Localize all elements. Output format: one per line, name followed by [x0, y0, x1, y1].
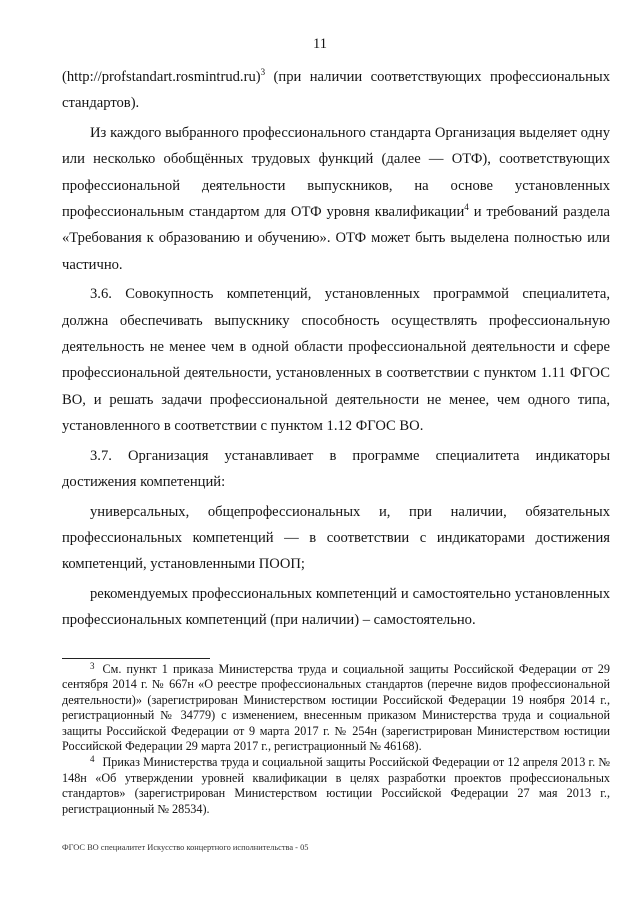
- footnote-ref-4[interactable]: 4: [464, 202, 469, 213]
- footnote-divider: [62, 658, 210, 659]
- document-footer: ФГОС ВО специалитет Искусство концертного исполнительства - 05: [62, 843, 309, 852]
- paragraph-otf-tail: и требований раздела «Требования к образованию и обучению». ОТФ может быть выделена полностью или частично.: [62, 204, 610, 273]
- paragraph-3-7: 3.7. Организация устанавливает в программе специалитета индикаторы достижения компетенций:: [62, 447, 610, 491]
- paragraph-recommended-competencies: рекомендуемых профессиональных компетенций и самостоятельно установленных профессиональных компетенций (при наличии) – самостоятельно.: [62, 585, 610, 629]
- paragraph-otf-text: Из каждого выбранного профессионального стандарта Организация выделяет одну или несколько обобщённых трудовых функций (далее — ОТФ), соответствующих профессиональной деятельности выпускников, на основе установленных профессиональным стандартом для ОТФ уровня квалификации: [62, 124, 610, 221]
- footnote-4-text: Приказ Министерства труда и социальной защиты Российской Федерации от 12 апреля 2013 г. № 148н «Об утверждении уровней квалификации в целях разработки проектов профессиональных стандартов» (зарегистрирован Министерством юстиции Российской Федерации 27 мая 2013 г., регистрационный № 28534).: [62, 755, 610, 816]
- footnote-4: [62, 755, 610, 817]
- paragraph-standards-link: [62, 64, 610, 117]
- paragraph-3-6: 3.6. Совокупность компетенций, установленных программой специалитета, должна обеспечивать выпускнику способность осуществлять профессиональную деятельность не менее чем в одной области профессиональной деятельности и сфере профессиональной деятельности, установленных в соответствии с пунктом 1.11 ФГОС ВО, и решать задачи профессиональной деятельности не менее, чем одного типа, установленного в соответствии с пунктом 1.12 ФГОС ВО.: [62, 286, 610, 435]
- standards-url-text: (http://profstandart.rosmintrud.ru): [62, 69, 261, 85]
- paragraph-otf: [62, 120, 610, 278]
- paragraph-tail: (при наличии соответствующих профессиональных стандартов).: [62, 69, 610, 112]
- footnote-3: [62, 662, 610, 754]
- footnote-marker-4: 4: [90, 754, 95, 765]
- page-number: 11: [313, 36, 327, 52]
- footnote-marker-3: 3: [90, 661, 95, 671]
- footnote-ref-3[interactable]: 3: [260, 67, 266, 77]
- body-text: [62, 64, 610, 634]
- paragraph-universal-competencies: универсальных, общепрофессиональных и, при наличии, обязательных профессиональных компетенций — в соответствии с индикаторами достижения компетенций, установленными ПООП;: [62, 503, 610, 573]
- footnote-3-text: См. пункт 1 приказа Министерства труда и социальной защиты Российской Федерации от 29 сентября 2014 г. № 667н «О реестре профессиональных стандартов (перечне видов профессиональной деятельности)» (зарегистрирован Министерством юстиции Российской Федерации 19 ноября 2014 г., регистрационный № 34779) с изменением, внесенным приказом Министерства труда и социальной защиты Российской Федерации от 9 марта 2017 г. № 254н (зарегистрирован Министерством юстиции Российской Федерации 29 марта 2017 г., регистрационный № 46168).: [62, 662, 610, 754]
- footnotes: [62, 662, 610, 817]
